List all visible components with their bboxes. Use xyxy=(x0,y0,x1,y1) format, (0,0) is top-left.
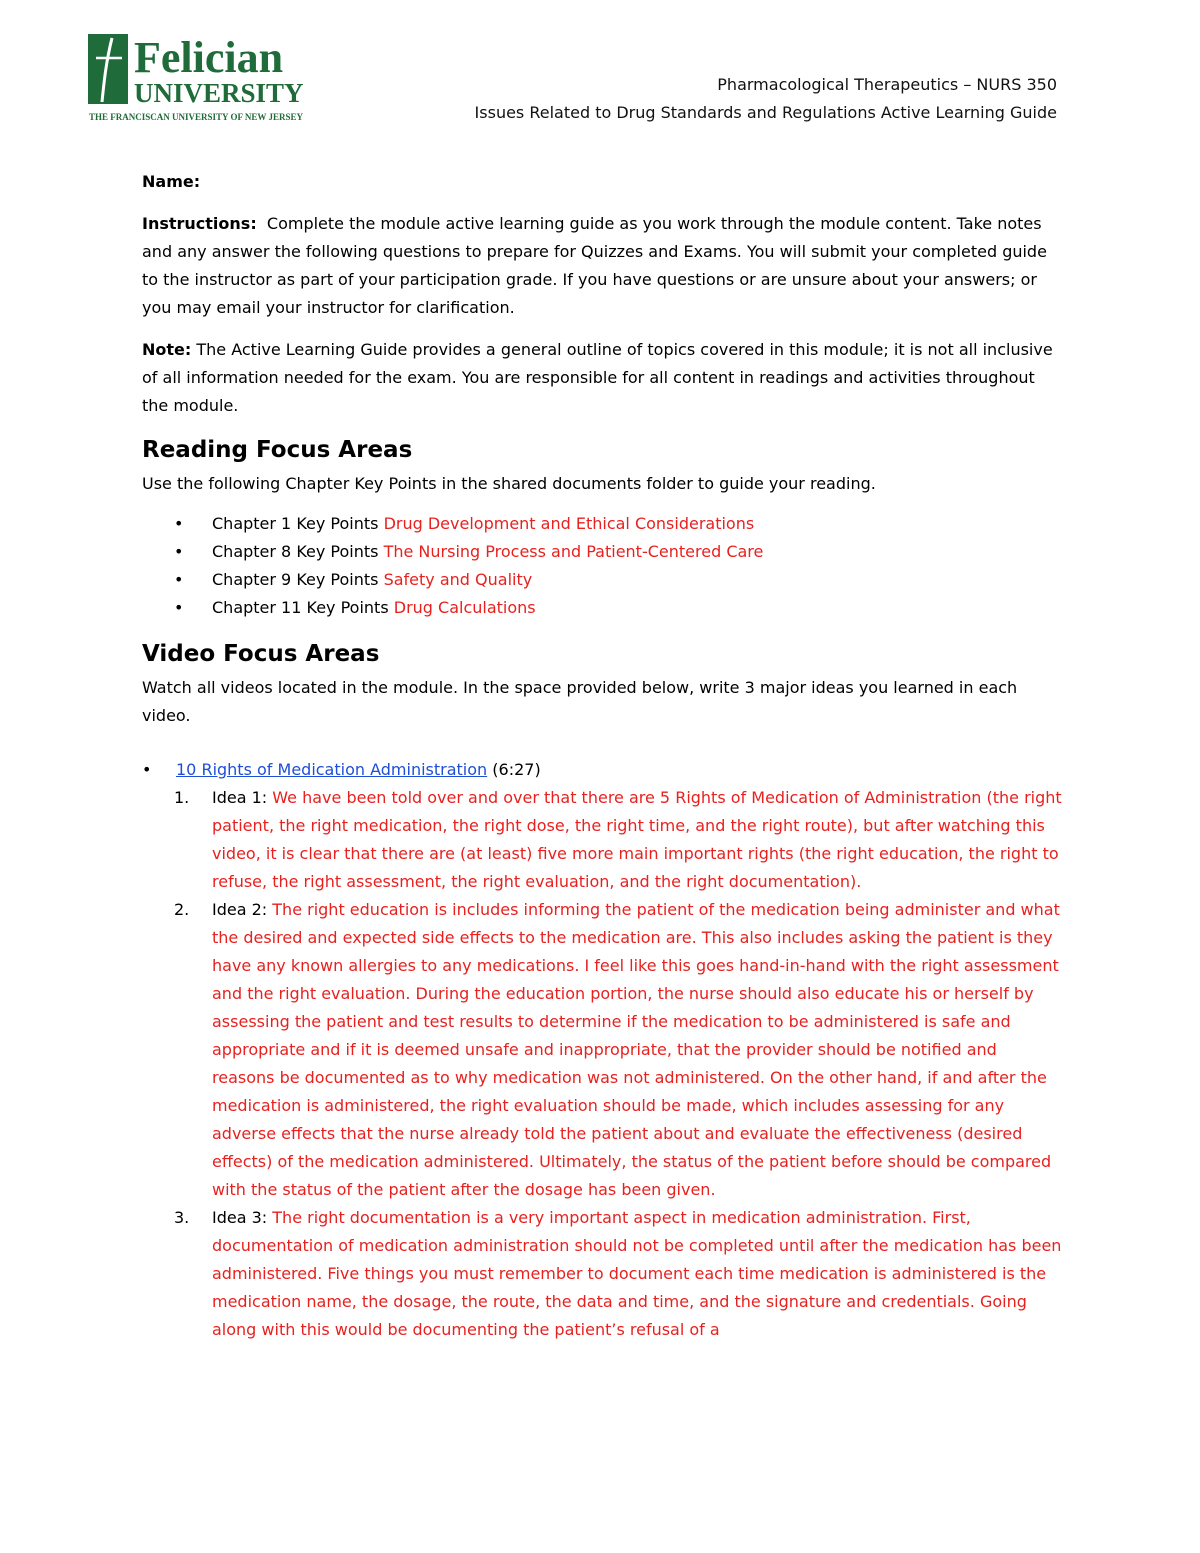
reading-list xyxy=(142,510,1062,622)
video-list xyxy=(142,756,1062,784)
idea-text: We have been told over and over that there are 5 Rights of Medication of Administration (the right patient, the right medication, the right dose, the right time, and the right route), but after watching this video, it is clear that there are (at least) five more main important rights (the right education, the right to refuse, the right assessment, the right evaluation, and the right documentation). xyxy=(212,788,1062,891)
list-item: • Chapter 1 Key Points Drug Development and Ethical Considerations xyxy=(174,514,755,533)
instructions-text: Complete the module active learning guide as you work through the module content. Take notes and any answer the following questions to prepare for Quizzes and Exams. You will submit your completed guide to the instructor as part of your participation grade. If you have questions or are unsure about your answers; or you may email your instructor for clarification. xyxy=(142,214,1047,317)
idea-label: Idea 1: xyxy=(212,788,268,807)
idea-number: 2. xyxy=(174,900,190,919)
chapter-label: Chapter 11 Key Points xyxy=(212,598,389,617)
list-item: • Chapter 9 Key Points Safety and Quality xyxy=(174,570,533,589)
note-paragraph xyxy=(142,336,1062,420)
video-item: • 10 Rights of Medication Administration (6:27) xyxy=(142,760,541,779)
idea-label: Idea 2: xyxy=(212,900,268,919)
felician-university-logo xyxy=(88,32,338,122)
note-text: The Active Learning Guide provides a general outline of topics covered in this module; it is not all inclusive of all information needed for the exam. You are responsible for all content in readings and activities throughout the module. xyxy=(142,340,1053,415)
logo-name: Felician xyxy=(134,33,284,82)
list-item: • Chapter 11 Key Points Drug Calculations xyxy=(174,598,536,617)
video-duration: (6:27) xyxy=(492,760,541,779)
name-label: Name: xyxy=(142,172,201,191)
chapter-label: Chapter 9 Key Points xyxy=(212,570,379,589)
instructions-paragraph xyxy=(142,210,1062,322)
instructions-label: Instructions: xyxy=(142,214,257,233)
chapter-label: Chapter 1 Key Points xyxy=(212,514,379,533)
idea-item xyxy=(142,896,1062,1204)
idea-number: 3. xyxy=(174,1208,190,1227)
idea-text: The right education is includes informing the patient of the medication being administer and what the desired and expected side effects to the medication are. This also includes asking the patient is they have any known allergies to any medications. I feel like this goes hand-in-hand with the right assessment and the right evaluation. During the education portion, the nurse should also educate his or herself by assessing the patient and test results to determine if the medication to be administered is safe and appropriate and if it is deemed unsafe and inappropriate, that the provider should be notified and reasons be documented as to why medication was not administered. On the other hand, if and after the medication is administered, the right evaluation should be made, which includes assessing for any adverse effects that the nurse already told the patient about and evaluate the effectiveness (desired effects) of the medication administered. Ultimately, the status of the patient before should be compared with the status of the patient after the dosage has been given. xyxy=(212,900,1060,1199)
list-item: • Chapter 8 Key Points The Nursing Process and Patient-Centered Care xyxy=(174,542,764,561)
felician-logo-mark xyxy=(88,32,338,122)
idea-label: Idea 3: xyxy=(212,1208,268,1227)
chapter-topic: The Nursing Process and Patient-Centered Care xyxy=(383,542,764,561)
chapter-topic: Safety and Quality xyxy=(383,570,533,589)
idea-number: 1. xyxy=(174,788,190,807)
document-body xyxy=(142,166,1062,1344)
idea-text: The right documentation is a very important aspect in medication administration. First, documentation of medication administration should not be completed until after the medication has been administered. Five things you must remember to document each time medication is administered is the medication name, the dosage, the route, the data and time, and the signature and credentials. Going along with this would be documenting the patient’s refusal of a xyxy=(212,1208,1062,1339)
idea-item xyxy=(142,1204,1062,1344)
reading-heading: Reading Focus Areas xyxy=(142,437,413,463)
video-link[interactable]: 10 Rights of Medication Administration xyxy=(176,760,488,779)
video-intro: Watch all videos located in the module. In the space provided below, write 3 major ideas you learned in each video. xyxy=(142,678,1018,725)
logo-university: UNIVERSITY xyxy=(134,78,304,108)
guide-title: Issues Related to Drug Standards and Regulations Active Learning Guide xyxy=(474,103,1057,122)
chapter-topic: Drug Development and Ethical Considerations xyxy=(383,514,755,533)
video-heading: Video Focus Areas xyxy=(142,641,380,667)
logo-tagline: THE FRANCISCAN UNIVERSITY OF NEW JERSEY xyxy=(89,112,303,122)
chapter-label: Chapter 8 Key Points xyxy=(212,542,379,561)
chapter-topic: Drug Calculations xyxy=(393,598,536,617)
reading-intro: Use the following Chapter Key Points in the shared documents folder to guide your reading. xyxy=(142,474,876,493)
course-title: Pharmacological Therapeutics – NURS 350 xyxy=(717,75,1057,94)
idea-item xyxy=(142,784,1062,896)
note-label: Note: xyxy=(142,340,192,359)
ideas-list xyxy=(142,784,1062,1344)
